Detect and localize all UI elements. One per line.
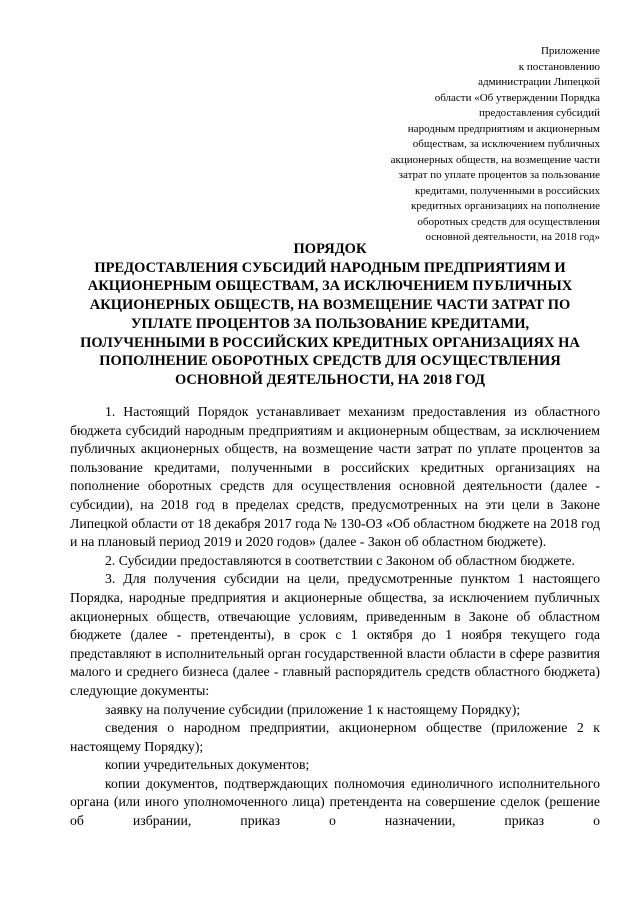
annex-line: оборотных средств для осуществления xyxy=(417,215,600,228)
annex-note xyxy=(340,44,600,246)
title-line: ПРЕДОСТАВЛЕНИЯ СУБСИДИЙ НАРОДНЫМ ПРЕДПРИЯТИЯМ И xyxy=(94,259,566,276)
annex-line: основной деятельности, на 2018 год» xyxy=(425,231,600,243)
title-line: ПОПОЛНЕНИЕ ОБОРОТНЫХ СРЕДСТВ ДЛЯ ОСУЩЕСТВЛЕНИЯ xyxy=(99,353,561,370)
title-line: ОСНОВНОЙ ДЕЯТЕЛЬНОСТИ, НА 2018 ГОД xyxy=(174,371,486,388)
annex-line: обществам, за исключением публичных xyxy=(412,138,600,150)
title-line: ПОЛУЧЕННЫМИ В РОССИЙСКИХ КРЕДИТНЫХ ОРГАНИЗАЦИЯХ НА xyxy=(80,334,580,351)
title-line: ПОРЯДОК xyxy=(293,241,367,257)
list-item-company-info: сведения о народном предприятии, акционерном обществе (приложение 2 к настоящему Порядку); xyxy=(70,720,600,754)
annex-line: предоставления субсидий xyxy=(478,107,600,119)
annex-line: кредитных организациях на пополнение xyxy=(411,200,600,212)
annex-line: акционерных обществ, на возмещение части xyxy=(390,153,600,166)
annex-line: к постановлению xyxy=(518,60,600,73)
title-line: АКЦИОНЕРНЫХ ОБЩЕСТВ, НА ВОЗМЕЩЕНИЕ ЧАСТИ ЗАТРАТ ПО xyxy=(89,297,571,314)
annex-line: Приложение xyxy=(540,45,600,57)
annex-line: области «Об утверждении Порядка xyxy=(434,91,600,104)
annex-line: администрации Липецкой xyxy=(478,76,600,88)
annex-line: затрат по уплате процентов за пользование xyxy=(398,169,600,181)
document-body xyxy=(70,403,600,831)
annex-line: кредитами, полученными в российских xyxy=(414,184,600,197)
list-item-application: заявку на получение субсидии (приложение 1 к настоящему Порядку); xyxy=(105,701,521,717)
title-line: АКЦИОНЕРНЫМ ОБЩЕСТВАМ, ЗА ИСКЛЮЧЕНИЕМ ПУБЛИЧНЫХ xyxy=(87,278,573,295)
paragraph-3: 3. Для получения субсидии на цели, предусмотренные пунктом 1 настоящего Порядка, народные предприятия и акционерные общества, за исключением публичных акционерных обществ, отвечающие условиям, приведенным в Законе об областном бюджете (далее - претенденты), в срок с 1 октября до 1 ноября текущего года представляют в исполнительный орган государственной власти области в сфере развития малого и среднего бизнеса (далее - главный распорядитель средств областного бюджета) следующие документы: xyxy=(70,571,600,698)
title-line: УПЛАТЕ ПРОЦЕНТОВ ЗА ПОЛЬЗОВАНИЕ КРЕДИТАМИ, xyxy=(130,315,530,332)
annex-line: народным предприятиям и акционерным xyxy=(407,122,600,135)
list-item-authority-docs: копии документов, подтверждающих полномочия единоличного исполнительного органа (или иного уполномоченного лица) претендента на совершение сделок (решение об избрании, приказ о назначении, приказ о xyxy=(70,775,600,829)
list-item-founding-docs: копии учредительных документов; xyxy=(105,757,310,773)
paragraph-2: 2. Субсидии предоставляются в соответствии с Законом об областном бюджете. xyxy=(105,552,575,568)
document-title xyxy=(60,240,600,390)
paragraph-1: 1. Настоящий Порядок устанавливает механизм предоставления из областного бюджета субсидий народным предприятиям и акционерным обществам, за исключением публичных акционерных обществ, на возмещение части затрат по уплате процентов за пользование кредитами, полученными в российских кредитных организациях на пополнение оборотных средств для осуществления основной деятельности (далее - субсидии), на 2018 год в пределах средств, предусмотренных на эти цели в Законе Липецкой области от 18 декабря 2017 года № 130-ОЗ «Об областном бюджете на 2018 год и на плановый период 2019 и 2020 годов» (далее - Закон об областном бюджете). xyxy=(70,404,600,550)
